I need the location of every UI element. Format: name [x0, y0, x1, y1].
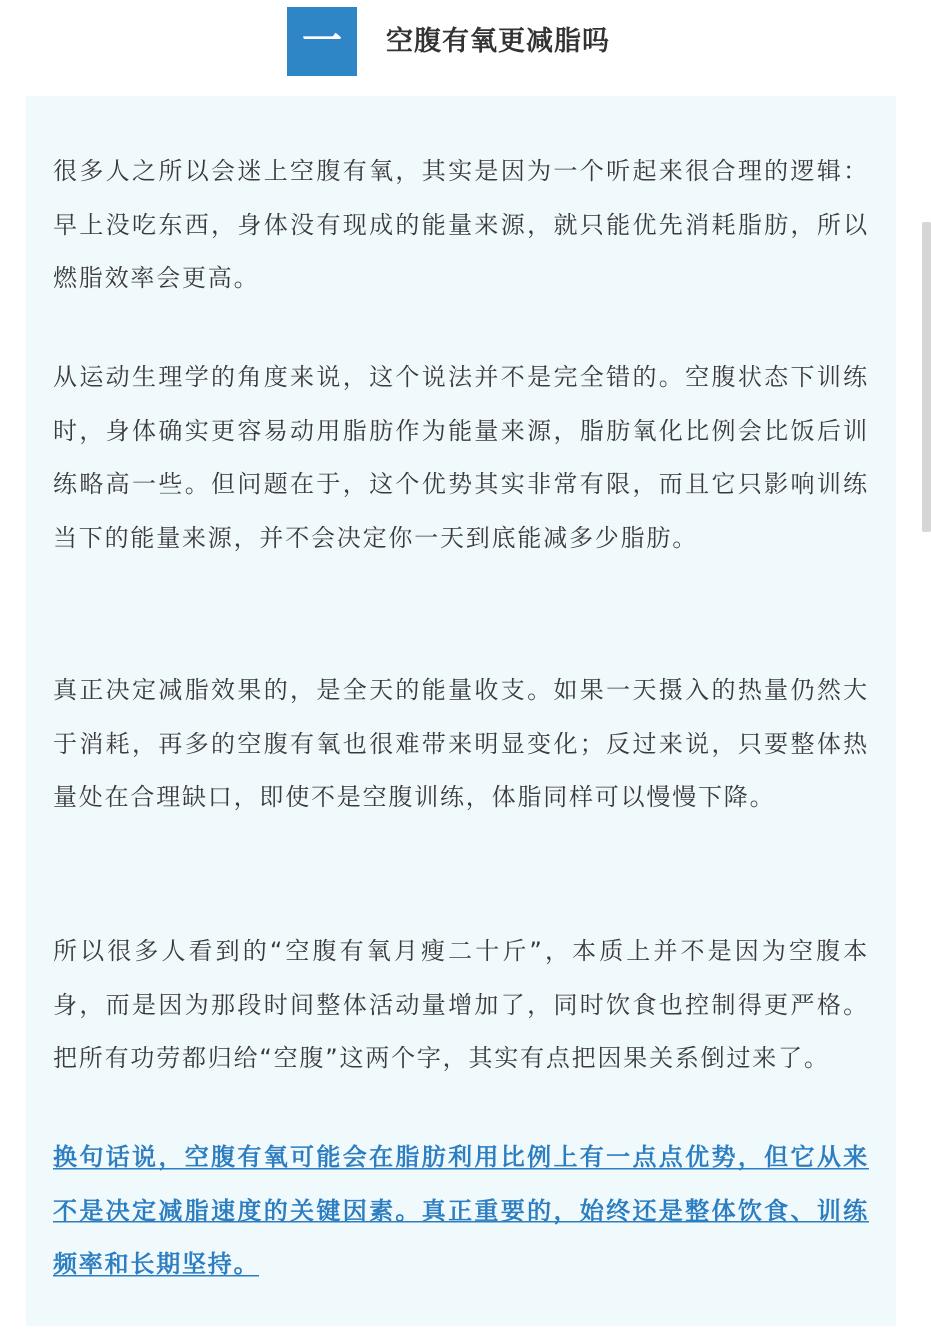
paragraph-3: 真正决定减脂效果的，是全天的能量收支。如果一天摄入的热量仍然大于消耗，再多的空腹有氧也很难带来明显变化；反过来说，只要整体热量处在合理缺口，即使不是空腹训练，体脂同样可以慢慢下降。: [53, 676, 869, 812]
section-header: [0, 0, 931, 96]
section-number-badge: 一: [287, 7, 357, 76]
article-card: [26, 96, 896, 1326]
paragraph-4: 所以很多人看到的“空腹有氧月瘦二十斤”，本质上并不是因为空腹本身，而是因为那段时间整体活动量增加了，同时饮食也控制得更严格。把所有功劳都归给“空腹”这两个字，其实有点把因果关系倒过来了。: [53, 937, 869, 1073]
scrollbar-thumb[interactable]: [922, 222, 931, 532]
section-title: 空腹有氧更减脂吗: [386, 26, 610, 57]
highlight-text: 换句话说，空腹有氧可能会在脂肪利用比例上有一点点优势，但它从来不是决定减脂速度的关键因素。真正重要的，始终还是整体饮食、训练频率和长期坚持。: [53, 1143, 869, 1279]
paragraph-1: 很多人之所以会迷上空腹有氧，其实是因为一个听起来很合理的逻辑：早上没吃东西，身体没有现成的能量来源，就只能优先消耗脂肪，所以燃脂效率会更高。: [53, 157, 869, 293]
paragraph-2: 从运动生理学的角度来说，这个说法并不是完全错的。空腹状态下训练时，身体确实更容易动用脂肪作为能量来源，脂肪氧化比例会比饭后训练略高一些。但问题在于，这个优势其实非常有限，而且它只影响训练当下的能量来源，并不会决定你一天到底能减多少脂肪。: [53, 363, 869, 552]
highlight-paragraph: [53, 1131, 869, 1292]
